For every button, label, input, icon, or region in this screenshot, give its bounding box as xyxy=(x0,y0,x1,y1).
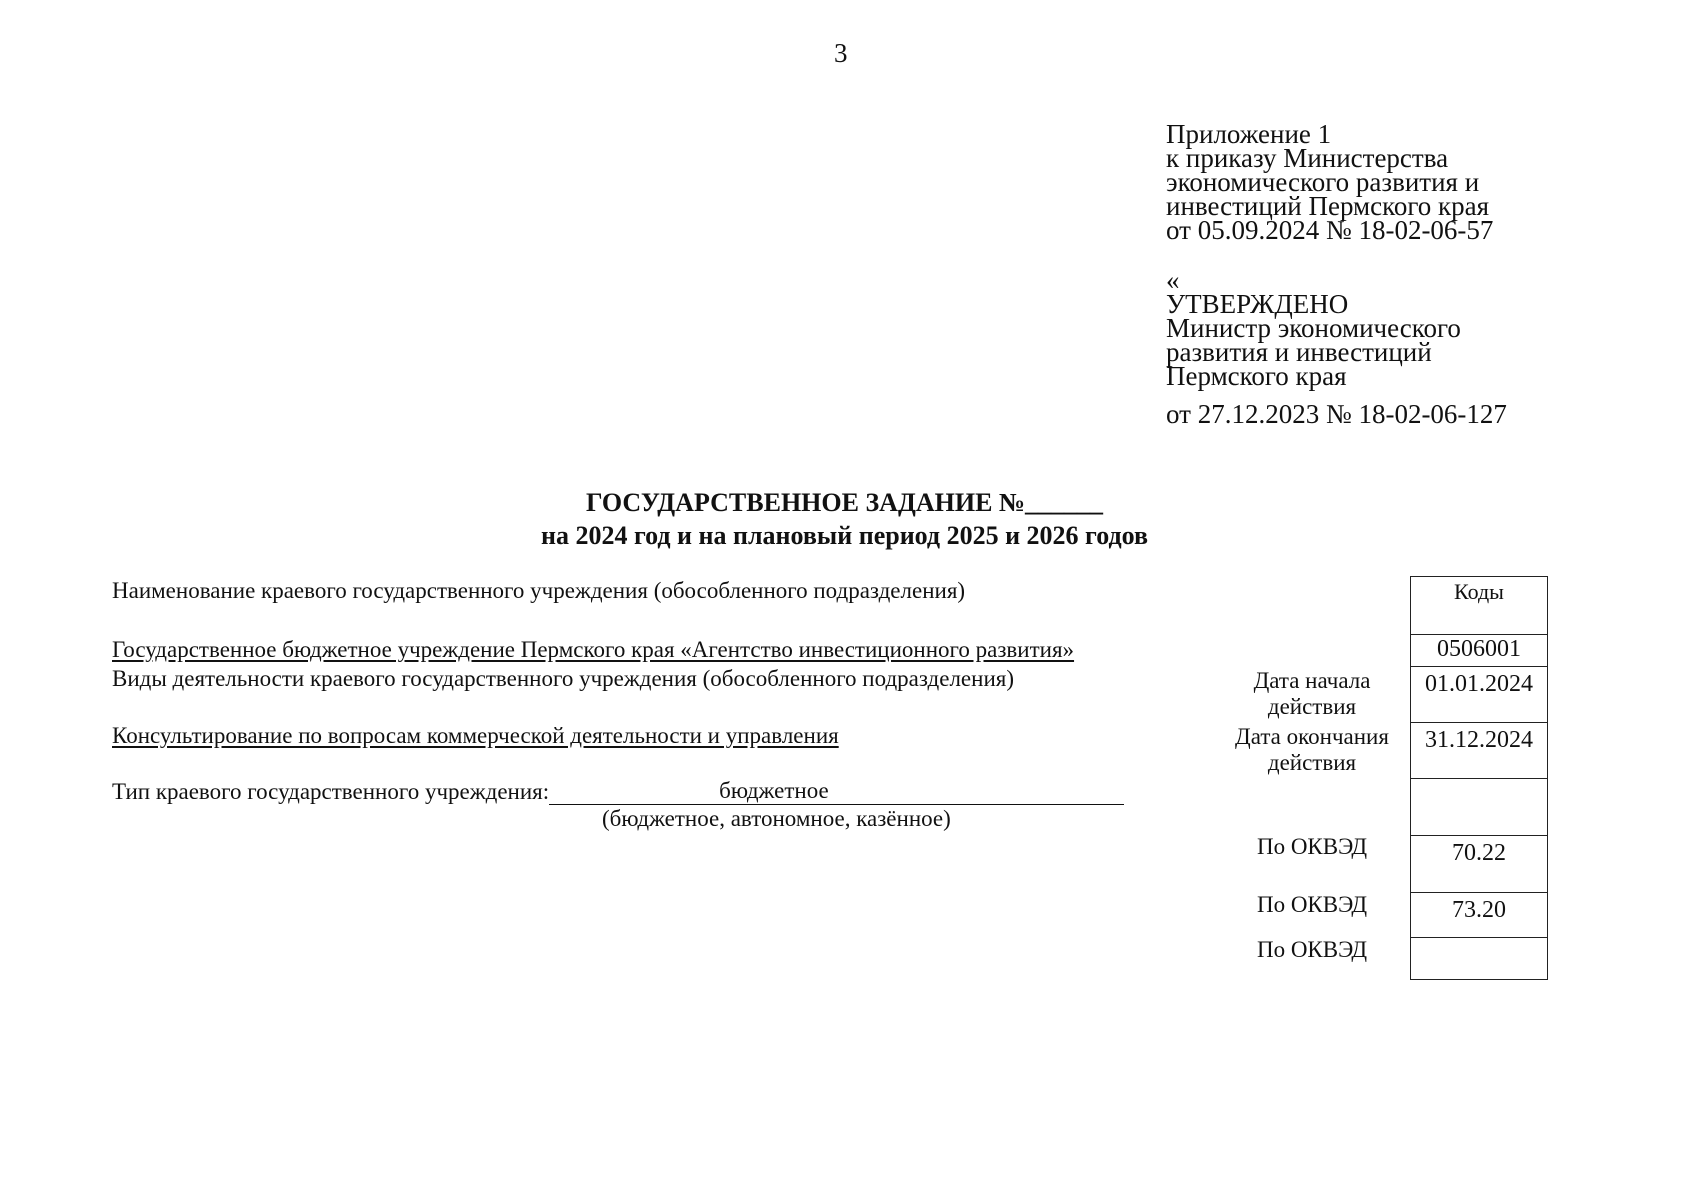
institution-name-label: Наименование краевого государственного учреждения (обособленного подразделения) xyxy=(112,578,966,603)
activities-label: Виды деятельности краевого государственного учреждения (обособленного подразделения) xyxy=(112,666,1014,691)
appendix-line: Приложение 1 xyxy=(1166,119,1332,149)
approval-line: Пермского края xyxy=(1166,361,1347,391)
approval-quote: « xyxy=(1166,265,1180,295)
approval-word: УТВЕРЖДЕНО xyxy=(1166,289,1349,319)
institution-type-value: бюджетное xyxy=(719,778,829,803)
appendix-line: экономического развития и xyxy=(1166,167,1480,197)
start-date-label-line: Дата начала xyxy=(1253,668,1371,693)
institution-type-label: Тип краевого государственного учреждения: xyxy=(112,779,550,804)
activity-value: Консультирование по вопросам коммерческой деятельности и управления xyxy=(112,723,839,748)
institution-type-hint: (бюджетное, автономное, казённое) xyxy=(602,806,951,831)
approval-block xyxy=(1166,265,1507,429)
appendix-line: от 05.09.2024 № 18-02-06-57 xyxy=(1166,215,1494,245)
start-date-label-line: действия xyxy=(1267,694,1357,719)
empty-code-cell xyxy=(1411,779,1547,836)
appendix-line: инвестиций Пермского края xyxy=(1166,191,1490,221)
appendix-line: к приказу Министерства xyxy=(1166,143,1449,173)
codes-header: Коды xyxy=(1411,577,1547,635)
end-date-cell: 31.12.2024 xyxy=(1411,723,1547,779)
end-date-label xyxy=(1222,724,1402,776)
start-date-label xyxy=(1222,668,1402,720)
document-title: ГОСУДАРСТВЕННОЕ ЗАДАНИЕ №______ xyxy=(585,488,1104,517)
form-code-cell: 0506001 xyxy=(1411,635,1547,667)
institution-type-line xyxy=(549,778,1124,805)
institution-name-value: Государственное бюджетное учреждение Пермского края «Агентство инвестиционного развития» xyxy=(112,637,1075,662)
end-date-label-line: Дата окончания xyxy=(1235,724,1389,749)
institution-type-row xyxy=(112,778,1124,805)
okved-code-cell: 70.22 xyxy=(1411,836,1547,893)
okved-code-cell: 73.20 xyxy=(1411,893,1547,938)
end-date-label-line: действия xyxy=(1267,750,1357,775)
codes-table xyxy=(1410,576,1548,980)
okved-label: По ОКВЭД xyxy=(1256,834,1368,859)
appendix-block xyxy=(1166,119,1494,245)
okved-label: По ОКВЭД xyxy=(1256,937,1368,962)
approval-line: Министр экономического xyxy=(1166,313,1461,343)
document-subtitle: на 2024 год и на плановый период 2025 и 2026 годов xyxy=(540,521,1149,550)
approval-date: от 27.12.2023 № 18-02-06-127 xyxy=(1166,399,1507,429)
page-number: 3 xyxy=(834,38,848,68)
okved-code-cell xyxy=(1411,938,1547,980)
okved-label: По ОКВЭД xyxy=(1256,892,1368,917)
start-date-cell: 01.01.2024 xyxy=(1411,667,1547,723)
approval-line: развития и инвестиций xyxy=(1166,337,1432,367)
